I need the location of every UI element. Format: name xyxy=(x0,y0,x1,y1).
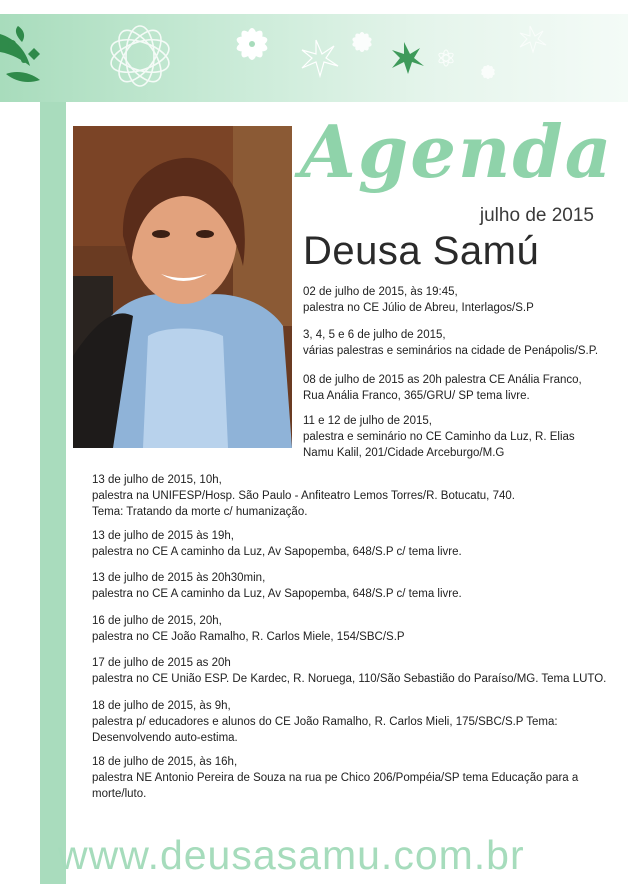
outline-flower-icon xyxy=(107,24,173,89)
event-item: 11 e 12 de julho de 2015, palestra e seminário no CE Caminho da Luz, R. Elias Namu Kalil, 201/Cidade Arceburgo/M.G xyxy=(303,415,575,459)
small-flower-icon-5 xyxy=(520,26,546,52)
event-item: 13 de julho de 2015 às 19h, palestra no CE A caminho da Luz, Av Sapopemba, 648/S.P c/ tema livre. xyxy=(92,530,462,558)
small-flower-icon xyxy=(302,40,338,76)
event-item: 3, 4, 5 e 6 de julho de 2015, várias palestras e seminários na cidade de Penápolis/S.P. xyxy=(303,329,599,357)
month-subtitle: julho de 2015 xyxy=(479,205,594,226)
event-item: 18 de julho de 2015, às 9h, palestra p/ educadores e alunos do CE João Ramalho, R. Carlos Mieli, 175/SBC/S.P Tema: Desenvolvendo auto-estima. xyxy=(92,700,558,744)
left-accent-bar xyxy=(40,102,66,884)
event-item: 17 de julho de 2015 as 20h palestra no CE União ESP. De Kardec, R. Noruega, 110/São Sebastião do Paraíso/MG. Tema LUTO. xyxy=(92,657,607,685)
vine-icon xyxy=(0,26,40,82)
event-item: 16 de julho de 2015, 20h, palestra no CE João Ramalho, R. Carlos Miele, 154/SBC/S.P xyxy=(92,615,405,643)
small-flower-icon-2 xyxy=(351,32,372,53)
floral-decoration xyxy=(0,14,628,102)
header-banner xyxy=(0,14,628,102)
event-item: 08 de julho de 2015 as 20h palestra CE Anália Franco, Rua Anália Franco, 365/GRU/ SP tema livre. xyxy=(303,374,582,402)
event-item: 13 de julho de 2015, 10h, palestra na UNIFESP/Hosp. São Paulo - Anfiteatro Lemos Torres/R. Botucatu, 740. Tema: Tratando da morte c/ humanização. xyxy=(92,474,515,518)
event-item: 13 de julho de 2015 às 20h30min, palestra no CE A caminho da Luz, Av Sapopemba, 648/S.P c/ tema livre. xyxy=(92,572,462,600)
event-item: 18 de julho de 2015, às 16h, palestra NE Antonio Pereira de Souza na rua pe Chico 206/Pompéia/SP tema Educação para a morte/luto. xyxy=(92,756,579,800)
small-flower-icon-3 xyxy=(438,50,455,66)
speaker-name: Deusa Samú xyxy=(303,229,540,273)
website-link[interactable]: www.deusasamu.com.br xyxy=(58,832,525,878)
portrait-photo xyxy=(73,126,292,448)
green-star-flower-icon xyxy=(392,42,424,74)
white-flower-icon xyxy=(235,28,269,61)
event-item: 02 de julho de 2015, às 19:45, palestra no CE Júlio de Abreu, Interlagos/S.P xyxy=(303,286,534,314)
small-flower-icon-4 xyxy=(480,65,495,80)
agenda-title: Agenda xyxy=(300,109,614,194)
